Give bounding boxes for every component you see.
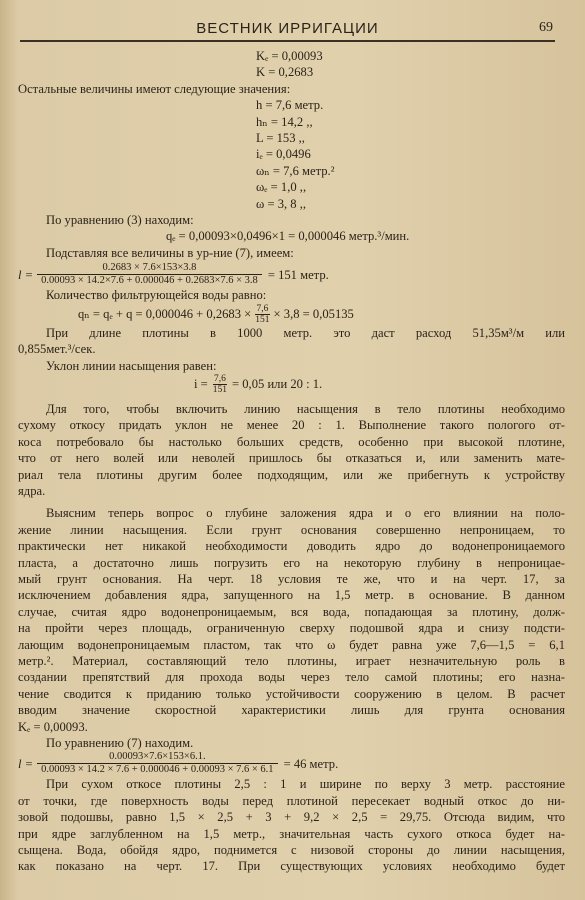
- paragraph-line: Для того, чтобы включить линию насыщения в тело плотины необходимо: [46, 401, 565, 416]
- paragraph-line: на пройти через площадь, ограниченную сверху подошвой ядра и снизу подсти-: [18, 621, 565, 636]
- text-line: Остальные величины имеют следующие значения:: [18, 81, 291, 96]
- paragraph-line: Kₑ = 0,00093.: [18, 719, 88, 734]
- const-line: Kₑ = 0,00093: [256, 49, 323, 63]
- formula-left: i =: [194, 377, 208, 392]
- fraction-numerator: 0.00093×7.6×153×6.1.: [109, 751, 206, 763]
- fraction-numerator: 0.2683 × 7.6×153×3.8: [102, 262, 197, 274]
- journal-title: ВЕСТНИК ИРРИГАЦИИ: [196, 20, 379, 37]
- running-header: [20, 18, 555, 42]
- fraction: [37, 262, 262, 287]
- paragraph-line: сухому откосу придать уклон не менее 20 : 1. Выполнение такого пологого от-: [18, 418, 565, 433]
- text-line: При длине плотины в 1000 метр. это даст расход 51,35м³/м или: [46, 325, 565, 340]
- formula-fraction: [194, 374, 565, 395]
- text-line: Подставляя все величины в ур-ние (7), имеем:: [46, 245, 294, 260]
- fraction-denominator: 0.00093 × 14.2 × 7.6 + 0.000046 + 0.00093 × 7.6 × 6.1: [37, 763, 277, 776]
- value-line: ωₑ = 1,0 ,,: [256, 180, 307, 195]
- formula-fraction: [18, 262, 565, 287]
- formula-fraction: [18, 751, 565, 776]
- formula-fraction: [78, 304, 565, 325]
- formula-lhs: l =: [18, 267, 34, 282]
- paragraph-line: риал тела плотины другим более подходящим, или же прибегнуть к устройству: [18, 467, 565, 482]
- formula-rhs: = 46 метр.: [283, 756, 339, 771]
- paragraph-line: практически нет никакой необходимости доводить ядро до водонепроницаемого: [18, 539, 565, 554]
- text-line: Уклон линии насыщения равен:: [46, 358, 217, 373]
- text-line: 0,855мет.³/сек.: [18, 342, 96, 357]
- paragraph-line: случае, считая ядро водонепроницаемым, вся вода, попадающая за плотину, долж-: [18, 604, 565, 619]
- text-line: По уравнению (7) находим.: [46, 736, 194, 751]
- paragraph-line: При сухом откосе плотины 2,5 : 1 и ширине по верху 3 метр. расстояние: [46, 777, 565, 792]
- formula-right: = 0,05 или 20 : 1.: [232, 377, 323, 392]
- fraction-denominator: 151: [255, 314, 270, 325]
- formula-left: qₙ = qₑ + q = 0,000046 + 0,2683 ×: [78, 306, 252, 321]
- formula-line: qₑ = 0,00093×0,0496×1 = 0,000046 метр.³/мин.: [166, 229, 410, 244]
- text-line: По уравнению (3) находим:: [46, 213, 194, 228]
- fraction-denominator: 151: [212, 384, 227, 395]
- paragraph-line: исключением добавления ядра, запущенного на 1,5 метр. в основание. В данном: [18, 588, 565, 603]
- paragraph-line: пласта, а достаточно лишь погрузить его на некоторую глубину в непроницае-: [18, 555, 565, 570]
- paragraph-line: как показано на черт. 17. При существующих условиях необходимо будет: [18, 859, 565, 874]
- fraction: [255, 304, 269, 325]
- const-line: K = 0,2683: [256, 65, 314, 80]
- paragraph-line: сыщена. Вода, обойдя ядро, поднимется с низовой стороны до линии насыщения,: [18, 843, 565, 858]
- paragraph-line: от точки, где поверхность воды перед плотиной пересекает водный откос до ни-: [18, 793, 565, 808]
- paragraph-line: коса потребовало бы настолько больших средств, особенно при высокой плотине,: [18, 434, 565, 449]
- paragraph-line: жение линии насыщения. Если грунт основания совершенно непроницаем, то: [18, 522, 565, 537]
- paragraph-line: при ядре заглубленном на 1,5 метр., значительная часть сухого откоса будет на-: [18, 826, 565, 841]
- paragraph-line: вводим значение скоростной характеристики лишь для грунта основания: [18, 703, 565, 718]
- value-line: hₙ = 14,2 ,,: [256, 114, 313, 129]
- fraction-numerator: 7,6: [256, 303, 269, 314]
- paragraph-line: Выясним теперь вопрос о глубине заложения ядра и о его влиянии на поло-: [46, 506, 565, 521]
- formula-rhs: = 151 метр.: [267, 267, 329, 282]
- paragraph-line: ядра.: [18, 483, 46, 498]
- page-body: [18, 48, 565, 875]
- text-line: Количество фильтрующейся воды равно:: [46, 288, 267, 303]
- value-line: iₑ = 0,0496: [256, 147, 311, 162]
- fraction-numerator: 7,6: [213, 373, 226, 384]
- fraction: [213, 374, 227, 395]
- paragraph-line: зовой подошвы, равно 1,5 × 2,5 + 3 + 9,2 × 2,5 = 29,75. Отсюда видим, что: [18, 810, 565, 825]
- value-line: h = 7,6 метр.: [256, 98, 324, 113]
- value-line: ωₙ = 7,6 метр.²: [256, 163, 335, 178]
- paragraph-line: что от него волей или неволей пришлось бы отказаться и, или заменить мате-: [18, 451, 565, 466]
- paragraph-line: лающим водонепроницаемым пластом, так что ω будет равна уже 7,6—1,5 = 6,1: [18, 637, 565, 652]
- paragraph-line: метр.². Материал, составляющий тело плотины, играет незначительную роль в: [18, 654, 565, 668]
- fraction-denominator: 0.00093 × 14.2×7.6 + 0.000046 + 0.2683×7.6 × 3.8: [37, 274, 262, 287]
- value-line: L = 153 ,,: [256, 131, 305, 146]
- formula-lhs: l =: [18, 756, 34, 771]
- formula-right: × 3,8 = 0,05135: [273, 306, 354, 321]
- fraction: [37, 751, 277, 776]
- paragraph-line: создании препятствий для прохода воды через тело самой плотины; его назна-: [18, 670, 565, 685]
- paragraph-line: чение сводится к приданию только устойчивости сооружению в целом. В расчет: [18, 686, 565, 701]
- value-line: ω = 3, 8 ,,: [256, 196, 307, 211]
- page-number: 69: [539, 20, 553, 35]
- paragraph-line: мый грунт основания. На черт. 18 условия те же, что и на черт. 17, за: [18, 571, 565, 586]
